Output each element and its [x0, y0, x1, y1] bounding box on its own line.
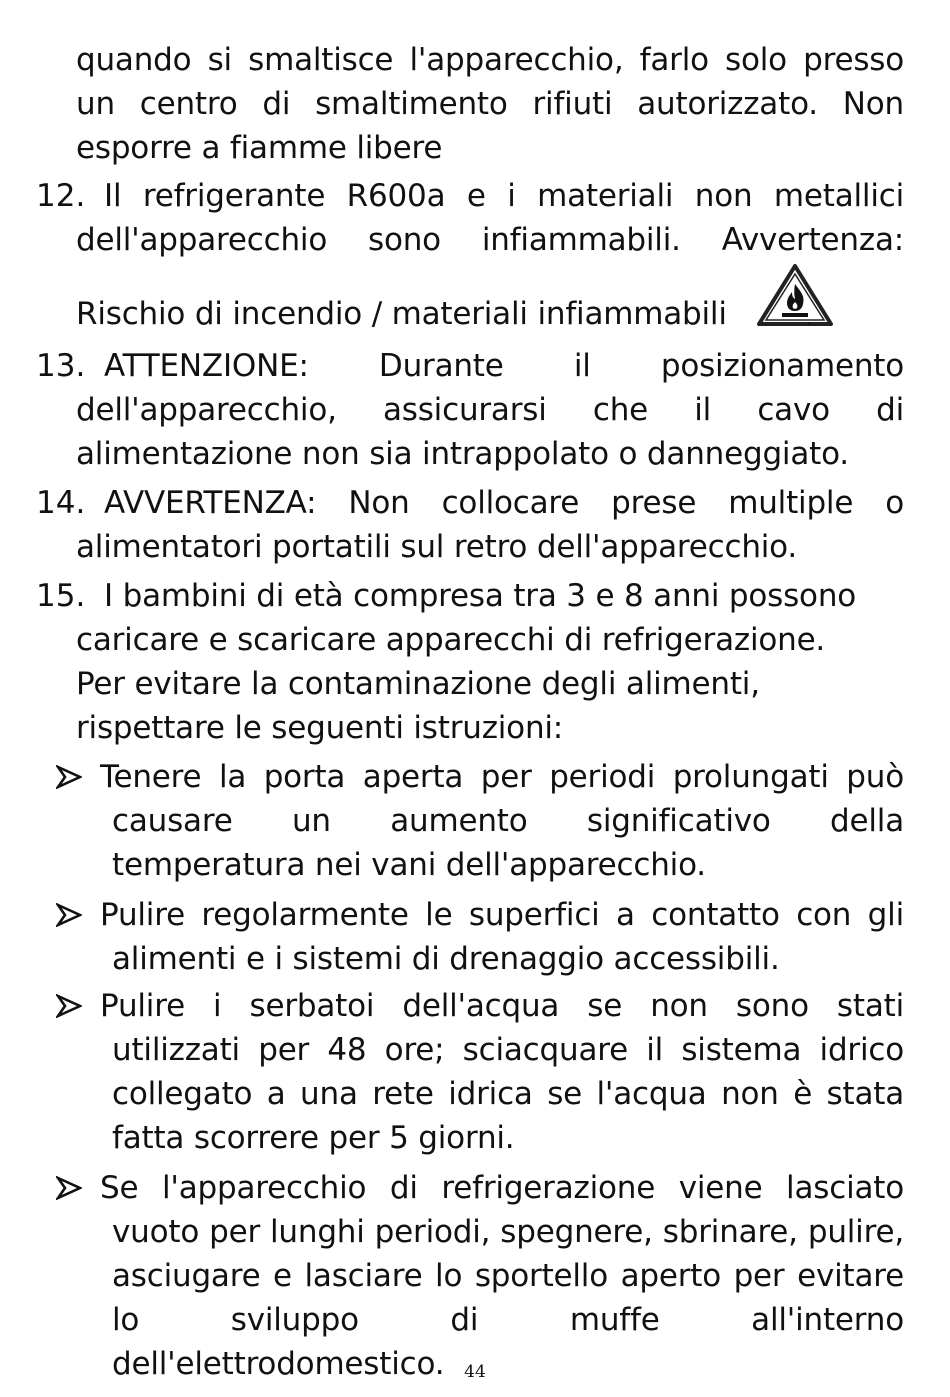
item-15-text: I bambini di età compresa tra 3 e 8 anni possono caricare e scaricare apparecchi di refrigerazione. Per evitare la contaminazione degli alimenti, rispettare le seguenti istruzioni: — [76, 578, 857, 746]
bullet-item-3: Pulire i serbatoi dell'acqua se non sono stati utilizzati per 48 ore; sciacquare il sistema idrico collegato a una rete idrica se l'acqua non è stata fatta scorrere per 5 giorni. — [100, 988, 904, 1156]
item-13-text: ATTENZIONE: Durante il posizionamento dell'apparecchio, assicurarsi che il cavo di alimentazione non sia intrappolato o danneggiato. — [76, 348, 904, 472]
flammable-warning-icon — [727, 262, 807, 328]
item-number-13: 13. — [36, 348, 86, 384]
continuation-paragraph: quando si smaltisce l'apparecchio, farlo solo presso un centro di smaltimento rifiuti autorizzato. Non esporre a fiamme libere — [76, 42, 904, 166]
item-12-end: . — [806, 309, 812, 328]
item-14-text: AVVERTENZA: Non collocare prese multiple o alimentatori portatili sul retro dell'apparecchio. — [76, 485, 904, 565]
bullet-item-2: Pulire regolarmente le superfici a contatto con gli alimenti e i sistemi di drenaggio accessibili. — [100, 897, 904, 977]
item-number-12: 12. — [36, 178, 86, 214]
bullet-item-1: Tenere la porta aperta per periodi prolungati può causare un aumento significativo della temperatura nei vani dell'apparecchio. — [100, 759, 904, 883]
arrow-bullet-icon — [56, 994, 82, 1018]
page-number: 44 — [464, 1362, 486, 1382]
arrow-bullet-icon — [56, 765, 82, 789]
item-number-15: 15. — [36, 578, 86, 614]
bullet-item-4: Se l'apparecchio di refrigerazione viene lasciato vuoto per lunghi periodi, spegnere, sbrinare, pulire, asciugare e lasciare lo sportello aperto per evitare lo sviluppo di muffe all'interno dell'elettrodomestico. — [100, 1170, 904, 1382]
item-number-14: 14. — [36, 485, 86, 521]
item-12-text — [76, 174, 904, 341]
arrow-bullet-icon — [56, 903, 82, 927]
arrow-bullet-icon — [56, 1176, 82, 1200]
item-12-body: Il refrigerante R600a e i materiali non metallici dell'apparecchio sono infiammabili. Avvertenza: Rischio di incendio / materiali infiammabili — [76, 178, 904, 332]
